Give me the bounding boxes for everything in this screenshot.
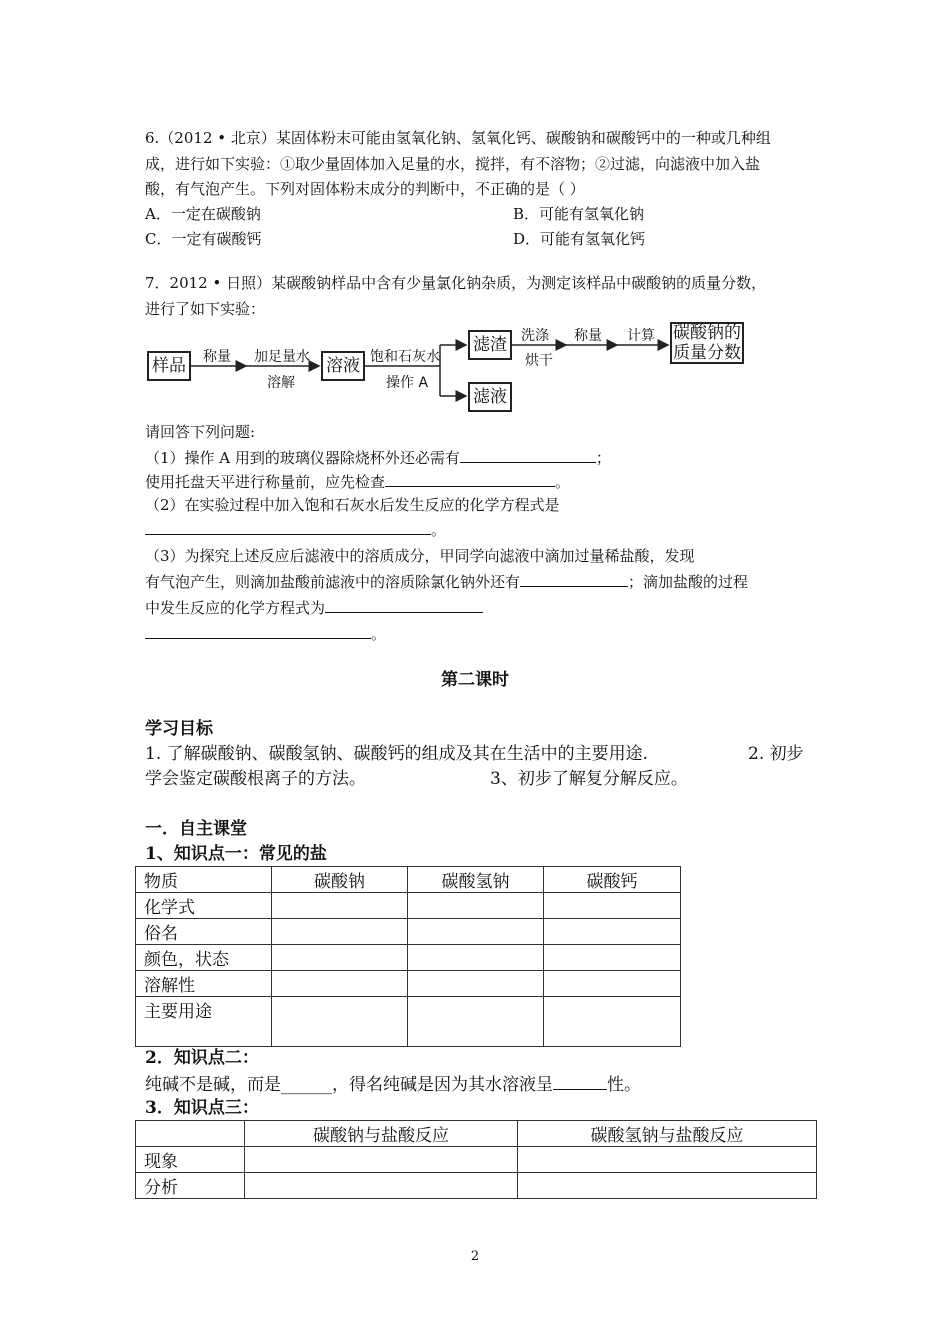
flow-label-operation-a: 操作 A [386, 375, 429, 391]
flow-box-residue: 滤渣 [468, 330, 512, 360]
flow-label-wash: 洗涤 [521, 328, 549, 344]
table1-cell[interactable] [544, 893, 681, 919]
q6-line1: 6.（2012 • 北京）某固体粉末可能由氢氧化钠、氢氧化钙、碳酸钠和碳酸钙中的一种或几种组 [145, 129, 771, 147]
table1-header: 碳酸钙 [544, 867, 681, 893]
table1-cell[interactable] [408, 893, 544, 919]
table-row [136, 919, 681, 945]
table2-row-label: 现象 [136, 1147, 245, 1173]
q7-part3b-text: 有气泡产生，则滴加盐酸前滤液中的溶质除氯化钠外还有 [145, 573, 521, 591]
table-row [136, 1173, 817, 1199]
q6-option-c: C．一定有碳酸钙 [145, 230, 262, 248]
kp2-line [145, 1071, 641, 1097]
table2-cell[interactable] [518, 1147, 817, 1173]
q6-option-b: B．可能有氢氧化钠 [513, 205, 645, 223]
table2-header: 碳酸氢钠与盐酸反应 [518, 1121, 817, 1147]
flow-diagram [0, 0, 950, 420]
q7-part3-answer [145, 622, 386, 645]
flow-result-line1: 碳酸钠的 [673, 323, 741, 343]
table2-header: 碳酸钠与盐酸反应 [245, 1121, 518, 1147]
q7-part3d-text: 中发生反应的化学方程式为 [145, 599, 326, 617]
table-row [136, 893, 681, 919]
q6-option-d: D．可能有氢氧化钙 [513, 230, 646, 248]
blank-glass-instrument[interactable] [460, 446, 596, 463]
q7-part2: （2）在实验过程中加入饱和石灰水后发生反应的化学方程式是 [145, 496, 560, 514]
table-common-salts [135, 866, 681, 1047]
table1-header-row [136, 867, 681, 893]
section-self-study: 一．自主课堂 [145, 819, 247, 839]
table1-header: 碳酸氢钠 [408, 867, 544, 893]
table1-row-label: 俗名 [136, 919, 272, 945]
q7-part3a: （3）为探究上述反应后滤液中的溶质成分，甲同学向滤液中滴加过量稀盐酸，发现 [145, 547, 695, 565]
table2-row-label: 分析 [136, 1173, 245, 1199]
q7-line2: 进行了如下实验： [145, 300, 266, 318]
flow-label-calc: 计算 [627, 328, 655, 344]
kp2-text-b: ，得名纯碱是因为其水溶液呈 [332, 1075, 553, 1095]
table1-cell[interactable] [544, 945, 681, 971]
table1-header: 碳酸钠 [272, 867, 408, 893]
blank-solute[interactable] [520, 570, 628, 587]
table1-cell[interactable] [544, 971, 681, 997]
kp2-text-c: 性。 [607, 1075, 641, 1095]
q7-part3c-text: ；滴加盐酸的过程 [628, 573, 749, 591]
table2-header [136, 1121, 245, 1147]
q7-part1a-text: （1）操作 A 用到的玻璃仪器除烧杯外还必需有 [145, 449, 460, 467]
q7-part1a [145, 446, 611, 469]
flow-label-weigh-2: 称量 [574, 328, 602, 344]
table2-cell[interactable] [245, 1147, 518, 1173]
q7-prompt: 请回答下列问题: [145, 423, 256, 441]
kp2-title: 2．知识点二： [145, 1048, 259, 1068]
table1-row-label: 颜色，状态 [136, 945, 272, 971]
goals-heading: 学习目标 [145, 719, 213, 739]
kp2-blank-2[interactable] [553, 1071, 607, 1090]
q6-line2: 成，进行如下实验：①取少量固体加入足量的水，搅拌，有不溶物；②过滤，向滤液中加入盐 [145, 155, 761, 173]
table-row [136, 1147, 817, 1173]
goals-item2-start: 2. 初步 [748, 744, 804, 764]
table1-cell[interactable] [408, 971, 544, 997]
q7-part1b [145, 470, 570, 493]
kp1-title: 1、知识点一：常见的盐 [145, 844, 327, 864]
table1-cell[interactable] [408, 945, 544, 971]
table1-cell[interactable] [544, 997, 681, 1047]
table-row [136, 971, 681, 997]
blank-balance-check[interactable] [385, 470, 555, 487]
table-row [136, 945, 681, 971]
q7-period-2: 。 [431, 521, 447, 539]
q6-line3: 酸，有气泡产生。下列对固体粉末成分的判断中，不正确的是（ ） [145, 180, 585, 198]
q7-part2-answer [145, 518, 446, 541]
goals-line1: 1. 了解碳酸钠、碳酸氢钠、碳酸钙的组成及其在生活中的主要用途. [145, 744, 649, 764]
table1-cell[interactable] [272, 997, 408, 1047]
table1-cell[interactable] [408, 919, 544, 945]
table-reactions [135, 1120, 817, 1199]
table1-row-label: 溶解性 [136, 971, 272, 997]
lesson-title: 第二课时 [441, 670, 509, 690]
table-row [136, 997, 681, 1047]
flow-label-weigh: 称量 [203, 349, 231, 365]
table2-cell[interactable] [518, 1173, 817, 1199]
q7-semicolon-1: ； [595, 449, 611, 467]
table1-row-label: 化学式 [136, 893, 272, 919]
blank-equation-hcl-2[interactable] [145, 622, 371, 639]
q7-part1b-text: 使用托盘天平进行称量前，应先检查 [145, 473, 386, 491]
q7-line1: 7．2012 • 日照）某碳酸钠样品中含有少量氯化钠杂质，为测定该样品中碳酸钠的质量分数， [145, 274, 767, 292]
table1-cell[interactable] [272, 919, 408, 945]
flow-box-sample: 样品 [147, 351, 191, 381]
table1-cell[interactable] [408, 997, 544, 1047]
goals-item3: 3、初步了解复分解反应。 [490, 769, 688, 789]
q7-part3b [145, 570, 748, 593]
table1-header: 物质 [136, 867, 272, 893]
flow-box-result [670, 322, 744, 364]
blank-equation-hcl-1[interactable] [325, 596, 483, 613]
q7-period-3: 。 [371, 625, 387, 643]
table1-cell[interactable] [272, 945, 408, 971]
flow-box-solution: 溶液 [321, 351, 365, 381]
page-number: 2 [470, 1249, 480, 1264]
flow-label-dissolve: 溶解 [267, 375, 295, 391]
blank-equation-limewater[interactable] [145, 518, 431, 535]
table1-cell[interactable] [544, 919, 681, 945]
table1-cell[interactable] [272, 893, 408, 919]
q6-option-a: A．一定在碳酸钠 [145, 205, 261, 223]
kp2-blank-1[interactable]: ______ [281, 1075, 332, 1095]
flow-result-line2: 质量分数 [673, 343, 741, 363]
table1-cell[interactable] [272, 971, 408, 997]
flow-box-filtrate: 滤液 [468, 382, 512, 412]
q7-period-1: 。 [555, 473, 571, 491]
kp3-title: 3．知识点三： [145, 1098, 259, 1118]
flow-label-add-water: 加足量水 [254, 349, 310, 365]
flow-label-limewater: 饱和石灰水 [370, 349, 440, 365]
table2-cell[interactable] [245, 1173, 518, 1199]
q7-part3d [145, 596, 483, 619]
table2-header-row [136, 1121, 817, 1147]
flow-label-dry: 烘干 [525, 353, 553, 369]
kp2-text-a: 纯碱不是碱，而是 [145, 1075, 281, 1095]
goals-line2: 学会鉴定碳酸根离子的方法。 [145, 769, 366, 789]
table1-row-label: 主要用途 [136, 997, 272, 1047]
